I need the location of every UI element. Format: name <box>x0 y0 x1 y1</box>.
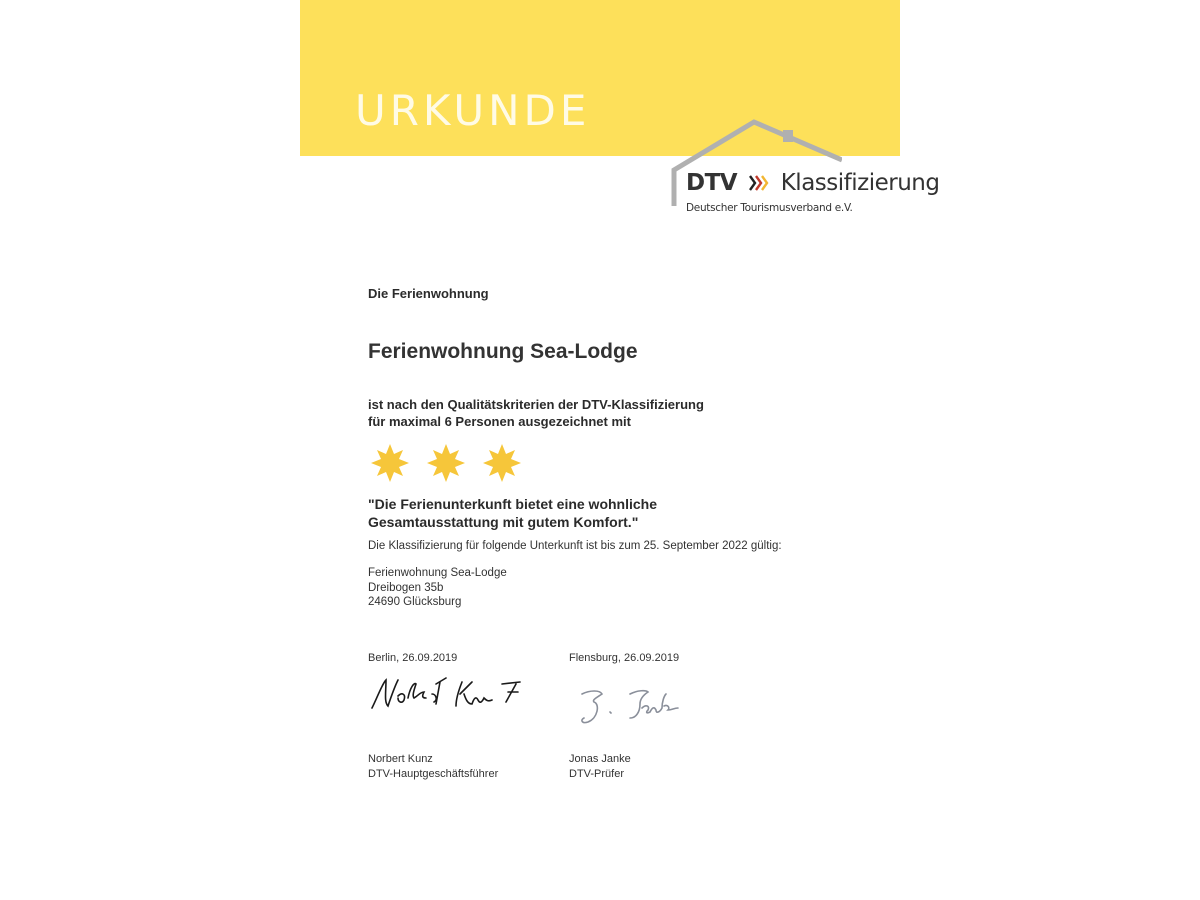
criteria-text <box>368 396 704 430</box>
logo-organization: Deutscher Tourismusverband e.V. <box>686 202 853 214</box>
signatory-name: Jonas Janke <box>569 753 631 765</box>
lead-text: Die Ferienwohnung <box>368 286 489 301</box>
address-block <box>368 566 507 610</box>
star-icon <box>426 443 466 483</box>
signature-kunz <box>368 674 540 714</box>
place-date-right: Flensburg, 26.09.2019 <box>569 652 680 664</box>
address-line: Ferienwohnung Sea-Lodge <box>368 567 507 579</box>
place-date-left: Berlin, 26.09.2019 <box>368 652 458 664</box>
signatory-left <box>368 752 498 781</box>
quote-line: Gesamtausstattung mit gutem Komfort." <box>368 514 639 530</box>
star-icon <box>370 443 410 483</box>
criteria-line: für maximal 6 Personen ausgezeichnet mit <box>368 414 631 429</box>
signatory-role: DTV-Prüfer <box>569 767 625 780</box>
quote-line: "Die Ferienunterkunft bietet eine wohnliche <box>368 496 658 512</box>
criteria-line: ist nach den Qualitätskriterien der DTV-Klassifizierung <box>368 397 704 412</box>
logo-brand: DTV <box>686 170 738 196</box>
rating-quote <box>368 495 657 531</box>
validity-text: Die Klassifizierung für folgende Unterkunft ist bis zum 25. September 2022 gültig: <box>368 540 782 552</box>
address-line: 24690 Glücksburg <box>368 596 462 608</box>
signature-janke <box>576 684 694 728</box>
certificate-title: URKUNDE <box>355 86 591 135</box>
signatory-role: DTV-Hauptgeschäftsführer <box>368 767 499 780</box>
chevrons-icon <box>748 174 770 192</box>
star-icon <box>482 443 522 483</box>
signatory-right <box>569 752 631 781</box>
star-rating <box>370 443 522 483</box>
logo-product: Klassifizierung <box>780 170 940 196</box>
dtv-logo <box>686 170 939 196</box>
certificate-page <box>300 0 940 900</box>
property-name: Ferienwohnung Sea-Lodge <box>368 340 638 363</box>
address-line: Dreibogen 35b <box>368 581 444 594</box>
signatory-name: Norbert Kunz <box>368 753 433 765</box>
